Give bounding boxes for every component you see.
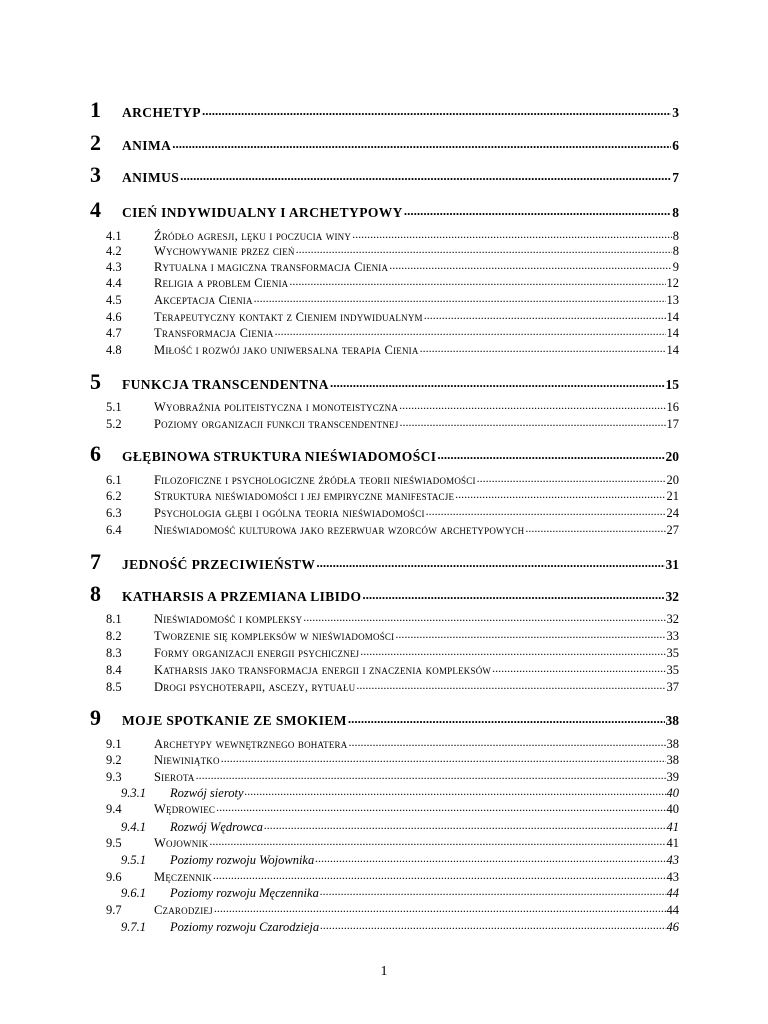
toc-entry-number: 6.4 — [106, 523, 122, 537]
toc-entry-level-2[interactable] — [90, 901, 679, 918]
toc-entry-title: FUNKCJA TRANSCENDENTNA — [122, 377, 329, 392]
toc-entry-title: Psychologia głębi i ogólna teoria nieświadomości — [154, 506, 425, 520]
dot-leader — [245, 784, 666, 797]
dot-leader — [275, 324, 666, 337]
dot-leader — [213, 868, 666, 881]
toc-entry-number: 6 — [90, 441, 101, 466]
dot-leader — [356, 678, 665, 691]
toc-entry-number: 6.1 — [106, 473, 122, 487]
toc-entry-page: 37 — [666, 680, 679, 694]
toc-entry-title: CIEŃ INDYWIDUALNY I ARCHETYPOWY — [122, 205, 403, 220]
toc-entry-number: 4.1 — [106, 229, 122, 243]
toc-entry-level-1[interactable] — [90, 132, 679, 156]
toc-entry-level-2[interactable] — [90, 768, 679, 785]
toc-entry-number: 1 — [90, 97, 101, 122]
toc-entry-page: 41 — [666, 820, 679, 834]
toc-entry-level-2[interactable] — [90, 398, 679, 415]
toc-entry-number: 8.2 — [106, 629, 122, 643]
toc-entry-page: 14 — [666, 310, 679, 324]
toc-entry-level-2[interactable] — [90, 610, 679, 627]
toc-entry-title: Miłość i rozwój jako uniwersalna terapia Cienia — [154, 343, 419, 357]
dot-leader — [437, 447, 664, 461]
dot-leader — [196, 768, 666, 781]
toc-entry-number: 4.4 — [106, 276, 122, 290]
toc-entry-page: 44 — [666, 886, 679, 900]
toc-entry-level-2[interactable] — [90, 644, 679, 661]
toc-entry-page: 16 — [666, 400, 679, 414]
toc-entry-title: MOJE SPOTKANIE ZE SMOKIEM — [122, 713, 347, 728]
toc-entry-title: Terapeutyczny kontakt z Cieniem indywidualnym — [154, 310, 423, 324]
dot-leader — [316, 555, 664, 569]
toc-entry-level-3[interactable] — [90, 818, 679, 835]
toc-entry-level-3[interactable] — [90, 784, 679, 801]
toc-entry-level-2[interactable] — [90, 341, 679, 358]
toc-entry-title: Formy organizacji energii psychicznej — [154, 646, 360, 660]
toc-entry-title: Niewiniątko — [154, 753, 220, 767]
toc-entry-title: ARCHETYP — [122, 105, 201, 120]
dot-leader — [330, 375, 665, 389]
toc-entry-level-2[interactable] — [90, 661, 679, 678]
dot-leader — [289, 274, 665, 287]
toc-entry-number: 4 — [90, 197, 101, 222]
toc-entry-level-2[interactable] — [90, 242, 679, 259]
toc-entry-title: Drogi psychoterapii, ascezy, rytuału — [154, 680, 356, 694]
toc-entry-page: 6 — [672, 138, 679, 153]
toc-entry-number: 4.3 — [106, 260, 122, 274]
dot-leader — [477, 471, 666, 484]
toc-entry-page: 7 — [672, 170, 679, 185]
dot-leader — [525, 521, 665, 534]
toc-entry-page: 32 — [666, 612, 679, 626]
toc-entry-level-2[interactable] — [90, 800, 679, 817]
toc-entry-title: Nieświadomość i kompleksy — [154, 612, 303, 626]
dot-leader — [202, 103, 671, 117]
dot-leader — [399, 415, 665, 428]
toc-entry-number: 9.7.1 — [121, 920, 146, 934]
dot-leader — [455, 487, 665, 500]
toc-entry-level-2[interactable] — [90, 504, 679, 521]
toc-entry-title: Akceptacja Cienia — [154, 293, 253, 307]
toc-entry-level-1[interactable] — [90, 551, 679, 575]
toc-entry-page: 12 — [666, 276, 679, 290]
toc-entry-number: 8.1 — [106, 612, 122, 626]
toc-entry-number: 3 — [90, 162, 101, 187]
dot-leader — [303, 610, 665, 623]
dot-leader — [320, 918, 665, 931]
dot-leader — [426, 504, 666, 517]
dot-leader — [348, 711, 665, 725]
toc-entry-title: ANIMUS — [122, 170, 180, 185]
dot-leader — [315, 851, 665, 864]
toc-entry-number: 6.3 — [106, 506, 122, 520]
toc-entry-level-2[interactable] — [90, 678, 679, 695]
toc-entry-page: 9 — [672, 260, 679, 274]
toc-entry-title: Katharsis jako transformacja energii i znaczenia kompleksów — [154, 663, 492, 677]
toc-entry-title: ANIMA — [122, 138, 172, 153]
toc-entry-title: Rozwój Wędrowca — [170, 820, 263, 834]
toc-entry-level-2[interactable] — [90, 258, 679, 275]
toc-entry-level-1[interactable] — [90, 164, 679, 188]
toc-entry-title: Wyobraźnia politeistyczna i monoteistyczna — [154, 400, 399, 414]
toc-entry-title: JEDNOŚĆ PRZECIWIEŃSTW — [122, 557, 316, 572]
dot-leader — [348, 735, 665, 748]
toc-entry-page: 35 — [666, 646, 679, 660]
toc-entry-title: Poziomy rozwoju Czarodzieja — [170, 920, 320, 934]
toc-entry-level-2[interactable] — [90, 471, 679, 488]
toc-entry-page: 20 — [665, 449, 679, 464]
toc-entry-title: Rytualna i magiczna transformacja Cienia — [154, 260, 389, 274]
dot-leader — [172, 136, 671, 150]
toc-entry-level-2[interactable] — [90, 834, 679, 851]
toc-entry-page: 20 — [666, 473, 679, 487]
toc-entry-page: 8 — [672, 229, 679, 243]
toc-entry-page: 44 — [666, 903, 679, 917]
toc-entry-page: 46 — [666, 920, 679, 934]
toc-entry-number: 8 — [90, 581, 101, 606]
toc-entry-number: 9.3.1 — [121, 786, 146, 800]
dot-leader — [221, 751, 666, 764]
toc-entry-level-3[interactable] — [90, 918, 679, 935]
toc-entry-title: Archetypy wewnętrznego bohatera — [154, 737, 348, 751]
toc-entry-title: GŁĘBINOWA STRUKTURA NIEŚWIADOMOŚCI — [122, 449, 437, 464]
toc-entry-page: 38 — [666, 753, 679, 767]
dot-leader — [492, 661, 665, 674]
toc-entry-level-1[interactable] — [90, 443, 679, 467]
toc-entry-number: 7 — [90, 549, 101, 574]
toc-entry-page: 40 — [666, 786, 679, 800]
dot-leader — [296, 242, 672, 255]
toc-entry-title: Wędrowiec — [154, 802, 216, 816]
dot-leader — [180, 168, 671, 182]
toc-entry-page: 3 — [672, 105, 679, 120]
toc-entry-level-2[interactable] — [90, 751, 679, 768]
toc-entry-page: 43 — [666, 853, 679, 867]
toc-entry-page: 27 — [666, 523, 679, 537]
toc-entry-level-2[interactable] — [90, 487, 679, 504]
toc-entry-title: Filozoficzne i psychologiczne źródła teorii nieświadomości — [154, 473, 476, 487]
dot-leader — [404, 203, 671, 217]
toc-entry-title: Religia a problem Cienia — [154, 276, 289, 290]
toc-entry-level-2[interactable] — [90, 324, 679, 341]
toc-entry-number: 4.5 — [106, 293, 122, 307]
dot-leader — [362, 587, 664, 601]
toc-entry-number: 4.8 — [106, 343, 122, 357]
toc-entry-page: 40 — [666, 802, 679, 816]
toc-entry-title: Transformacja Cienia — [154, 326, 274, 340]
dot-leader — [389, 258, 672, 271]
dot-leader — [254, 291, 666, 304]
toc-entry-page: 21 — [666, 489, 679, 503]
toc-entry-number: 9.1 — [106, 737, 122, 751]
toc-entry-level-1[interactable] — [90, 199, 679, 223]
toc-entry-title: Wychowywanie przez cień — [154, 244, 295, 258]
toc-entry-number: 4.7 — [106, 326, 122, 340]
toc-entry-title: Męczennik — [154, 870, 212, 884]
toc-entry-title: KATHARSIS A PRZEMIANA LIBIDO — [122, 589, 362, 604]
toc-entry-title: Źródło agresji, lęku i poczucia winy — [154, 229, 352, 243]
toc-entry-title: Sierota — [154, 770, 195, 784]
toc-entry-level-2[interactable] — [90, 291, 679, 308]
toc-entry-number: 5.2 — [106, 417, 122, 431]
dot-leader — [264, 818, 666, 831]
toc-entry-page: 8 — [672, 244, 679, 258]
toc-entry-page: 41 — [666, 836, 679, 850]
toc-entry-number: 9.7 — [106, 903, 122, 917]
page-number: 1 — [380, 964, 388, 979]
toc-entry-level-2[interactable] — [90, 521, 679, 538]
toc-entry-number: 4.2 — [106, 244, 122, 258]
toc-entry-title: Poziomy rozwoju Wojownika — [170, 853, 315, 867]
toc-entry-level-2[interactable] — [90, 308, 679, 325]
toc-entry-level-2[interactable] — [90, 274, 679, 291]
dot-leader — [352, 227, 672, 240]
toc-entry-number: 5 — [90, 369, 101, 394]
toc-entry-page: 14 — [666, 343, 679, 357]
toc-entry-page: 32 — [665, 589, 679, 604]
toc-entry-number: 9 — [90, 705, 101, 730]
toc-entry-title: Czarodziej — [154, 903, 213, 917]
toc-entry-page: 13 — [666, 293, 679, 307]
toc-entry-number: 9.6.1 — [121, 886, 146, 900]
dot-leader — [399, 398, 665, 411]
dot-leader — [320, 884, 666, 897]
dot-leader — [424, 308, 666, 321]
toc-entry-page: 38 — [666, 737, 679, 751]
toc-entry-number: 6.2 — [106, 489, 122, 503]
dot-leader — [395, 627, 665, 640]
toc-entry-number: 2 — [90, 130, 101, 155]
toc-entry-number: 4.6 — [106, 310, 122, 324]
toc-entry-level-1[interactable] — [90, 371, 679, 395]
toc-entry-level-2[interactable] — [90, 415, 679, 432]
dot-leader — [209, 834, 665, 847]
toc-entry-title: Tworzenie się kompleksów w nieświadomości — [154, 629, 395, 643]
dot-leader — [214, 901, 666, 914]
toc-entry-level-2[interactable] — [90, 868, 679, 885]
toc-entry-title: Nieświadomość kulturowa jako rezerwuar wzorców archetypowych — [154, 523, 525, 537]
toc-entry-level-3[interactable] — [90, 884, 679, 901]
toc-entry-number: 9.5 — [106, 836, 122, 850]
toc-entry-number: 9.5.1 — [121, 853, 146, 867]
toc-entry-page: 38 — [665, 713, 679, 728]
toc-entry-level-2[interactable] — [90, 735, 679, 752]
toc-entry-number: 8.4 — [106, 663, 122, 677]
toc-entry-page: 24 — [666, 506, 679, 520]
toc-entry-level-3[interactable] — [90, 851, 679, 868]
dot-leader — [360, 644, 665, 657]
toc-entry-level-1[interactable] — [90, 707, 679, 731]
toc-entry-number: 9.4 — [106, 802, 122, 816]
toc-entry-page: 8 — [672, 205, 679, 220]
toc-entry-page: 17 — [666, 417, 679, 431]
toc-entry-page: 15 — [665, 377, 679, 392]
toc-entry-number: 9.4.1 — [121, 820, 146, 834]
toc-entry-title: Wojownik — [154, 836, 209, 850]
toc-entry-title: Rozwój sieroty — [170, 786, 244, 800]
toc-entry-title: Poziomy organizacji funkcji transcendentnej — [154, 417, 399, 431]
toc-entry-page: 14 — [666, 326, 679, 340]
toc-entry-page: 33 — [666, 629, 679, 643]
toc-entry-title: Struktura nieświadomości i jej empiryczne manifestacje — [154, 489, 455, 503]
toc-entry-number: 9.2 — [106, 753, 122, 767]
toc-entry-title: Poziomy rozwoju Męczennika — [170, 886, 319, 900]
toc-entry-page: 31 — [665, 557, 679, 572]
toc-entry-level-2[interactable] — [90, 627, 679, 644]
toc-entry-page: 35 — [666, 663, 679, 677]
toc-entry-number: 9.6 — [106, 870, 122, 884]
toc-entry-page: 39 — [666, 770, 679, 784]
toc-entry-number: 8.5 — [106, 680, 122, 694]
dot-leader — [420, 341, 666, 354]
dot-leader — [216, 800, 665, 813]
toc-entry-number: 8.3 — [106, 646, 122, 660]
toc-entry-number: 5.1 — [106, 400, 122, 414]
toc-entry-number: 9.3 — [106, 770, 122, 784]
toc-entry-page: 43 — [666, 870, 679, 884]
toc-entry-level-1[interactable] — [90, 583, 679, 607]
toc-entry-level-1[interactable] — [90, 99, 679, 123]
